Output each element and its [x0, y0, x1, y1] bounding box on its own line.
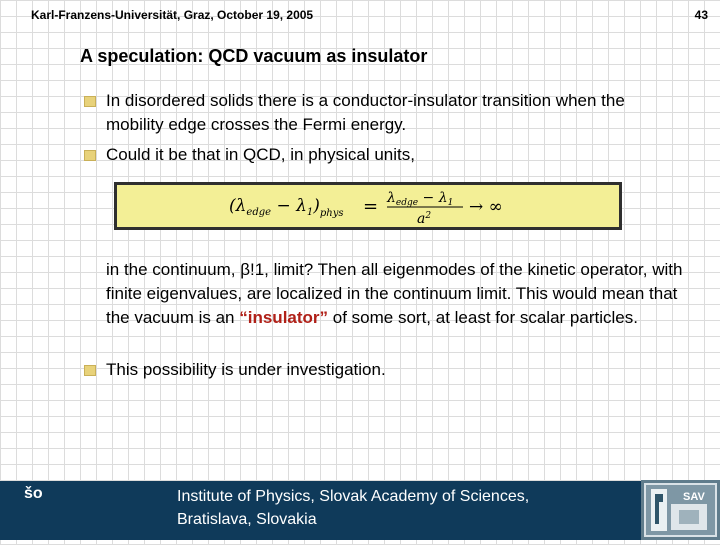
formula-lhs-open: (λ	[229, 196, 247, 216]
logo-text: SAV	[683, 491, 705, 503]
formula-den: a	[417, 211, 426, 227]
page-number: 43	[694, 8, 708, 22]
formula-lhs-mid: − λ	[271, 196, 307, 216]
formula-num-sub2: 1	[447, 198, 454, 208]
formula-den-sup: 2	[425, 211, 432, 221]
svg-text:a2	[417, 211, 431, 227]
sav-logo	[641, 480, 720, 540]
formula-lhs-sub1: edge	[246, 207, 272, 218]
formula-lhs-sub2: 1	[306, 207, 314, 218]
bullet-3-text: This possibility is under investigation.	[106, 360, 386, 379]
footer-institute-line2: Bratislava, Slovakia	[177, 511, 317, 528]
bullet-icon	[84, 96, 96, 107]
bullet-1-text: In disordered solids there is a conductor-insulator transition when the mobility edge crosses the Fermi energy.	[106, 91, 625, 134]
continuation-text	[106, 258, 686, 330]
formula-num-mid: − λ	[418, 190, 448, 206]
bullet-icon	[84, 365, 96, 376]
formula-box	[114, 182, 622, 230]
svg-text:λedge − λ1	[386, 190, 453, 208]
formula-num-l: λ	[387, 190, 396, 206]
header-conference: Karl-Franzens-Universität, Graz, October 19, 2005	[31, 8, 314, 22]
formula-arrow: → ∞	[469, 197, 503, 217]
footer-initials: šo	[24, 485, 43, 502]
bullet-2-text: Could it be that in QCD, in physical units,	[106, 145, 415, 164]
formula-lhs-sub3: phys	[319, 208, 344, 219]
footer-institute-line1: Institute of Physics, Slovak Academy of Sciences,	[177, 488, 530, 505]
formula-equals: =	[363, 196, 379, 217]
formula-lhs-close: )	[313, 196, 320, 216]
formula	[117, 185, 619, 227]
emphasis-insulator: “insulator”	[239, 308, 329, 327]
bullet-icon	[84, 150, 96, 161]
footer-institute	[177, 485, 529, 531]
continuation-text-2: of some sort, at least for scalar particles.	[328, 308, 638, 327]
slide-title: A speculation: QCD vacuum as insulator	[80, 46, 428, 66]
continuation-text-1: in the continuum, β!1, limit? Then all eigenmodes of the kinetic operator, with finite eigenvalues, are localized in the continuum limit. This would mean that the vacuum is an	[106, 260, 683, 327]
svg-text:(λedge − λ1)phys	[229, 196, 344, 219]
formula-num-sub1: edge	[395, 198, 419, 208]
